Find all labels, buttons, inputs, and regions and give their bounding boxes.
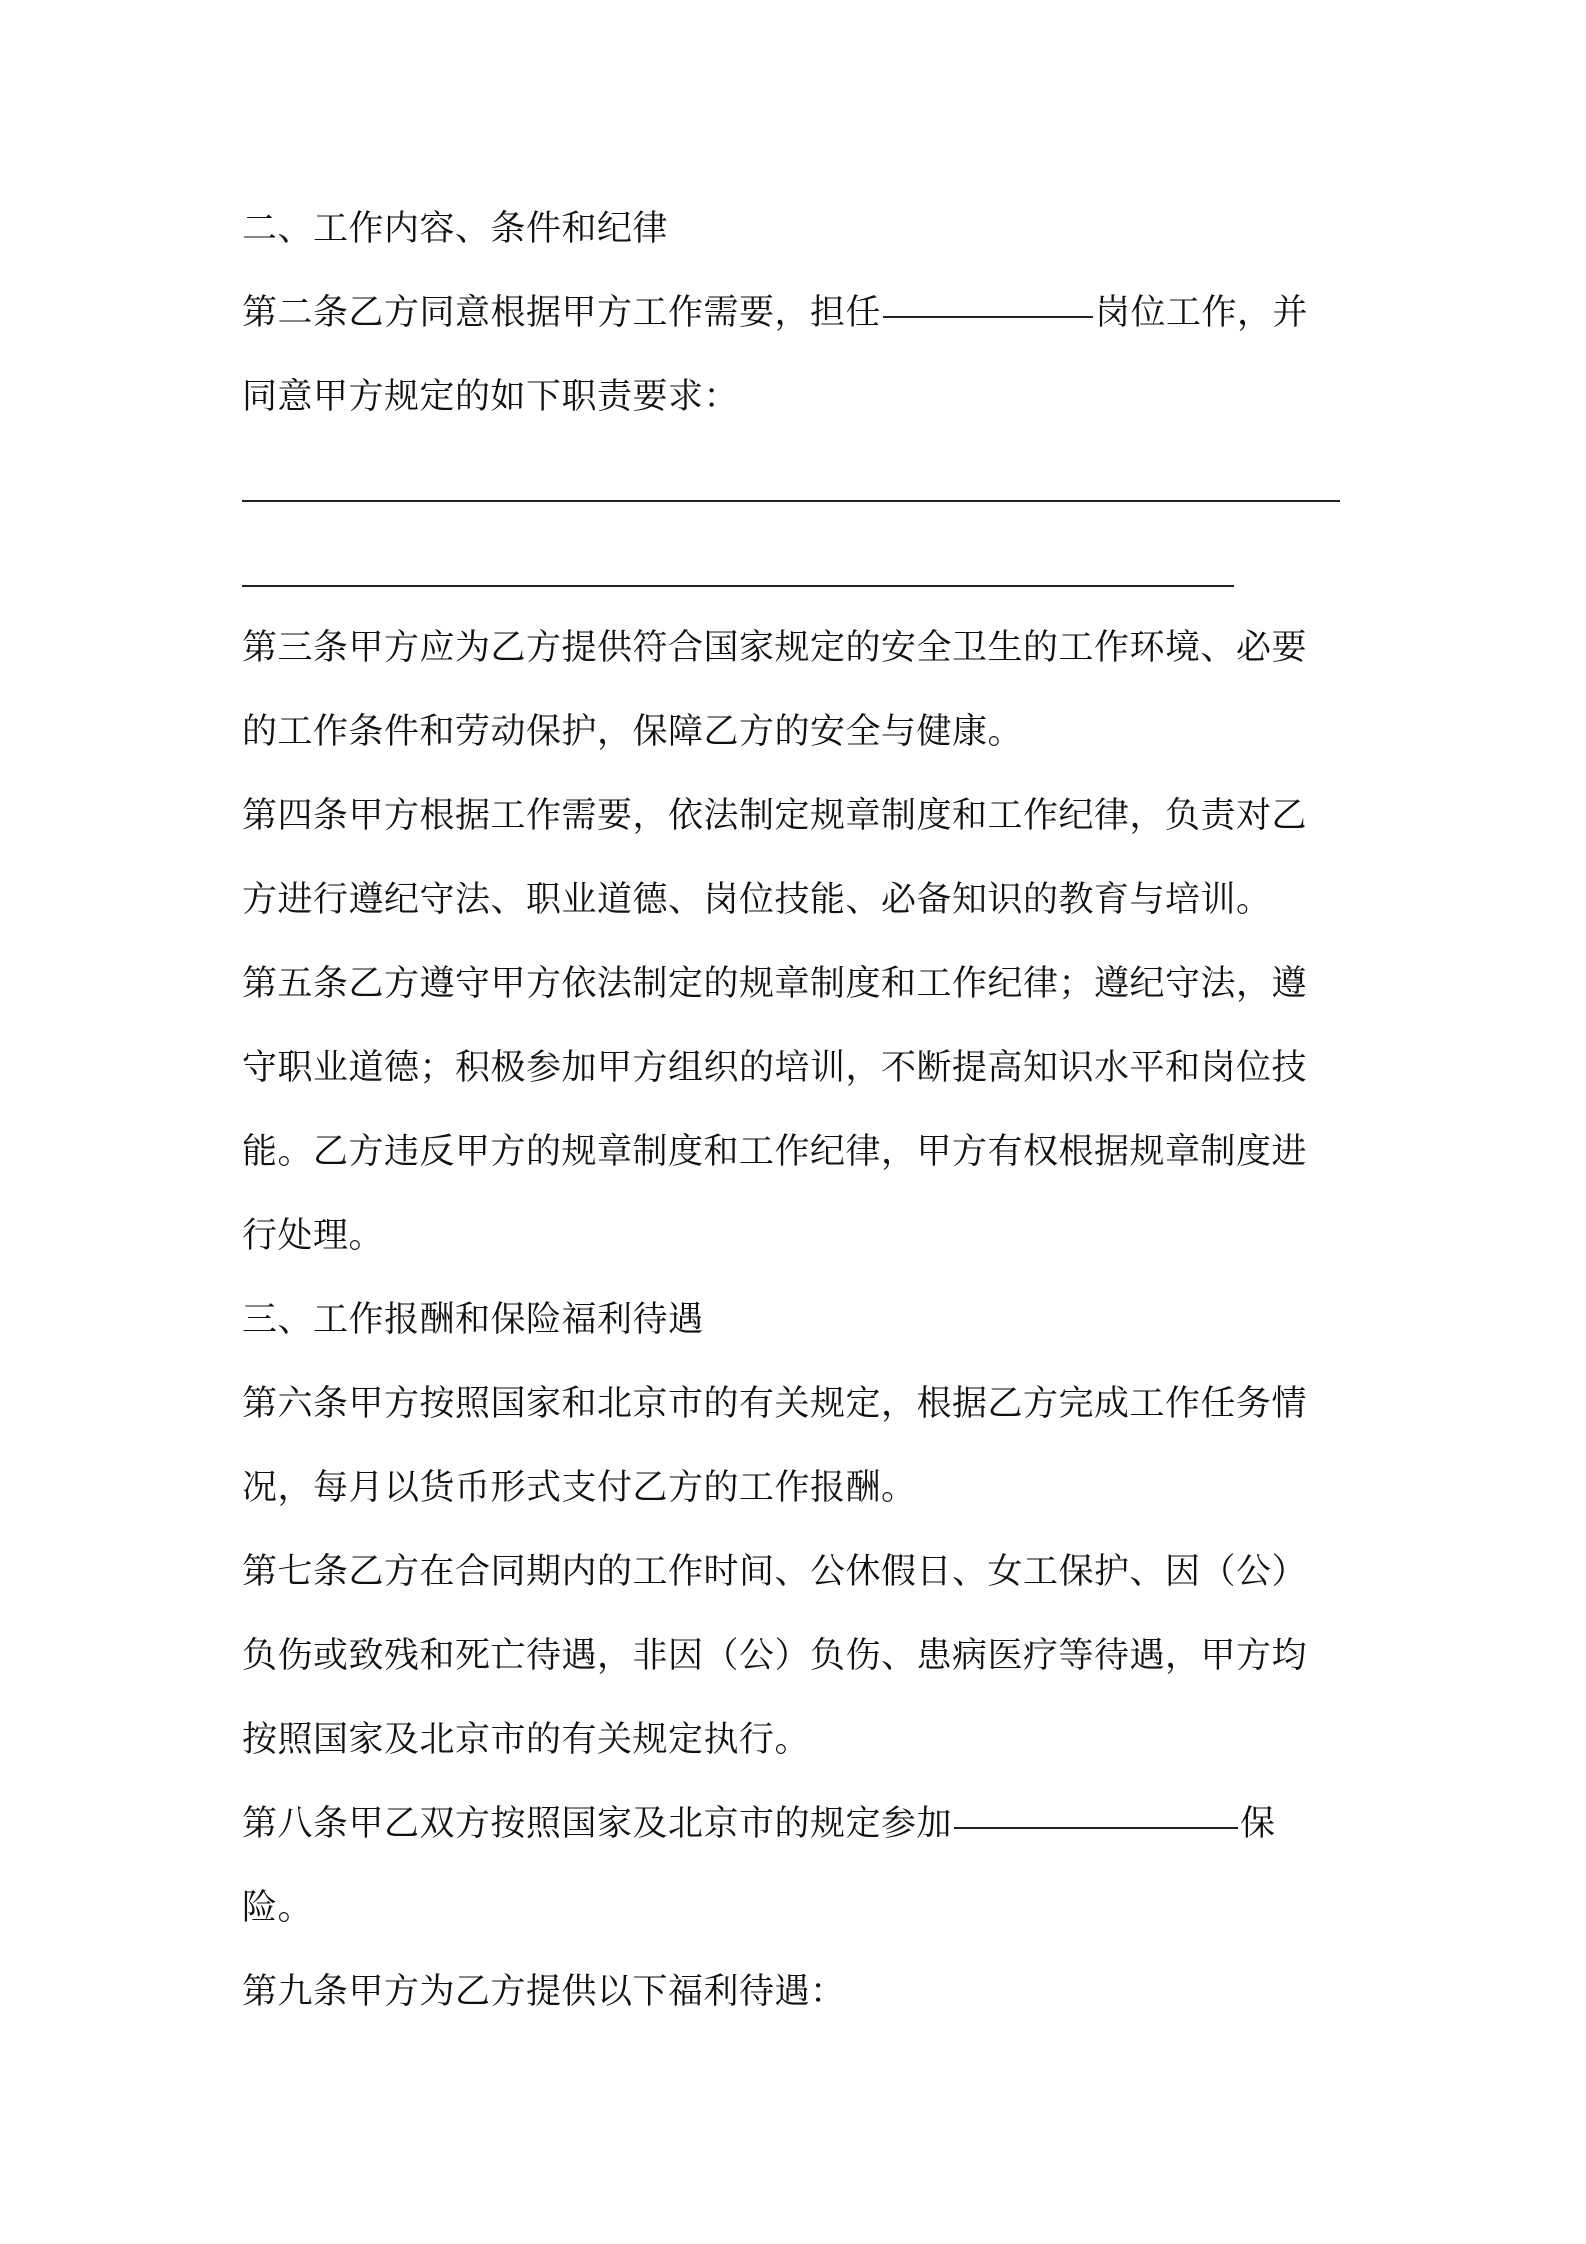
- insurance-blank[interactable]: [954, 1793, 1238, 1829]
- article-9-line-1: 第九条甲方为乙方提供以下福利待遇：: [242, 1972, 846, 2012]
- article-2-text-b: 岗位工作，并: [1095, 293, 1309, 333]
- article-5-line-1: 第五条乙方遵守甲方依法制定的规章制度和工作纪律；遵纪守法，遵: [242, 964, 1308, 1004]
- article-5-line-4: 行处理。: [242, 1216, 385, 1256]
- article-2-text-a: 第二条乙方同意根据甲方工作需要，担任: [242, 293, 882, 333]
- article-5-line-2: 守职业道德；积极参加甲方组织的培训，不断提高知识水平和岗位技: [242, 1048, 1308, 1088]
- article-2-line-2: 同意甲方规定的如下职责要求：: [242, 377, 740, 417]
- article-4-line-2: 方进行遵纪守法、职业道德、岗位技能、必备知识的教育与培训。: [242, 880, 1272, 920]
- article-7-line-3: 按照国家及北京市的有关规定执行。: [242, 1720, 811, 1760]
- article-6-line-1: 第六条甲方按照国家和北京市的有关规定，根据乙方完成工作任务情: [242, 1384, 1308, 1424]
- duties-blank-line-2[interactable]: [242, 585, 1234, 587]
- article-7-line-2: 负伤或致残和死亡待遇，非因（公）负伤、患病医疗等待遇，甲方均: [242, 1636, 1308, 1676]
- section-heading-2: 二、工作内容、条件和纪律: [242, 209, 669, 249]
- section-heading-3: 三、工作报酬和保险福利待遇: [242, 1300, 704, 1340]
- article-8-line-2: 险。: [242, 1888, 314, 1928]
- article-5-line-3: 能。乙方违反甲方的规章制度和工作纪律，甲方有权根据规章制度进: [242, 1132, 1308, 1172]
- article-2-line-1: [242, 271, 1308, 355]
- article-8-text-a: 第八条甲乙双方按照国家及北京市的规定参加: [242, 1804, 953, 1844]
- article-4-line-1: 第四条甲方根据工作需要，依法制定规章制度和工作纪律，负责对乙: [242, 796, 1308, 836]
- article-8-line-1: [242, 1782, 1276, 1866]
- article-3-line-2: 的工作条件和劳动保护，保障乙方的安全与健康。: [242, 712, 1024, 752]
- article-6-line-2: 况，每月以货币形式支付乙方的工作报酬。: [242, 1468, 917, 1508]
- position-blank[interactable]: [883, 282, 1093, 318]
- duties-blank-line-1[interactable]: [242, 500, 1340, 502]
- article-7-line-1: 第七条乙方在合同期内的工作时间、公休假日、女工保护、因（公）: [242, 1552, 1308, 1592]
- article-3-line-1: 第三条甲方应为乙方提供符合国家规定的安全卫生的工作环境、必要: [242, 628, 1308, 668]
- article-8-text-b: 保: [1240, 1804, 1276, 1844]
